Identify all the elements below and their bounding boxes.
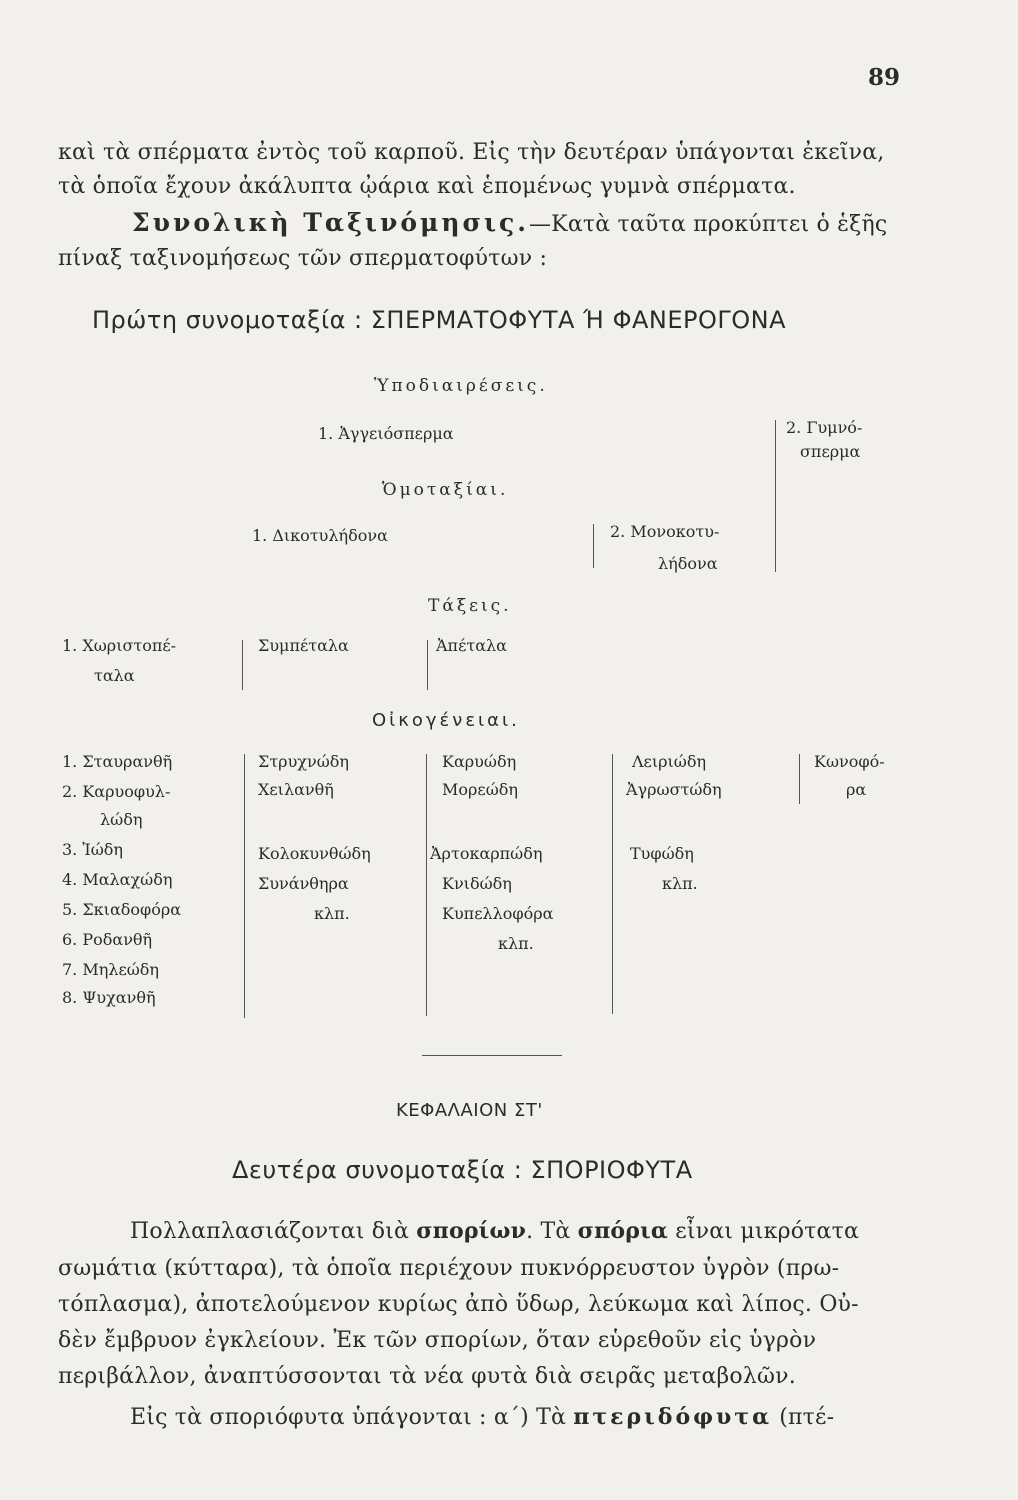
family-col4-2: Ἀγρωστώδη <box>626 780 722 799</box>
family-col1-7: 7. Μηλεώδη <box>62 960 160 979</box>
section1-title: Πρώτη συνομοταξία : ΣΠΕΡΜΑΤΟΦΥΤΑ Ή ΦΑΝΕΡΟΓΟΝΑ <box>92 306 786 334</box>
term-spores: σπορίων <box>416 1218 527 1244</box>
orders-label: Τάξεις. <box>428 596 512 616</box>
divider-families-3 <box>612 754 613 1014</box>
intro-line-2: τὰ ὁποῖα ἔχουν ἀκάλυπτα ᾠάρια καὶ ἑπομένως γυμνὰ σπέρματα. <box>58 174 796 199</box>
family-col2-4: Συνάνθηρα <box>258 874 349 893</box>
subdivision-2-b: σπερμα <box>800 442 861 461</box>
body2-line-6-a: Εἰς τὰ σποριόφυτα ὑπάγονται : α΄) Τὰ <box>130 1405 574 1430</box>
divider-families-2 <box>426 754 427 1016</box>
family-col2-1: Στρυχνώδη <box>258 752 349 771</box>
family-col3-5: Κυπελλοφόρα <box>442 904 554 923</box>
family-col2-2: Χειλανθῆ <box>258 780 334 799</box>
body2-line-6-c: (πτέ- <box>772 1405 835 1430</box>
family-col1-4: 4. Μαλαχώδη <box>62 870 173 889</box>
family-col4-4: κλπ. <box>662 874 698 893</box>
family-col2-3: Κολοκυνθώδη <box>258 844 371 863</box>
body2-line-1-a: Πολλαπλασιάζονται διὰ <box>130 1219 417 1244</box>
body2-line-6 <box>130 1404 834 1430</box>
intro-line-3-rest: —Κατὰ ταῦτα προκύπτει ὁ ἑξῆς <box>528 212 888 237</box>
order-1-a: 1. Χωριστοπέ- <box>62 636 177 655</box>
term-sporia: σπόρια <box>577 1218 669 1244</box>
classes-label: Ὁμοταξίαι. <box>382 480 509 500</box>
family-col1-3: 3. Ἰώδη <box>62 840 123 859</box>
family-col3-6: κλπ. <box>498 934 534 953</box>
class-2-a: 2. Μονοκοτυ- <box>610 522 720 541</box>
class-2-b: λήδονα <box>658 554 718 573</box>
subdivision-1: 1. Ἀγγειόσπερμα <box>318 424 454 443</box>
body2-line-2: σωμάτια (κύτταρα), τὰ ὁποῖα περιέχουν πυκνόρρευστον ὑγρὸν (πρω- <box>58 1256 840 1281</box>
order-1-b: ταλα <box>94 666 135 685</box>
order-3: Ἀπέταλα <box>436 636 507 655</box>
family-col1-2b: λώδη <box>100 810 143 829</box>
separator-rule <box>422 1055 562 1056</box>
family-col4-3: Τυφώδη <box>630 844 694 863</box>
divider-subdivisions <box>775 420 776 572</box>
divider-orders-2 <box>427 640 428 690</box>
family-col3-2: Μορεώδη <box>442 780 518 799</box>
class-1: 1. Δικοτυλήδονα <box>252 526 388 545</box>
family-col1-8: 8. Ψυχανθῆ <box>62 988 156 1007</box>
family-col1-5: 5. Σκιαδοφόρα <box>62 900 182 919</box>
classification-heading: Συνολικὴ Ταξινόμησις. <box>132 208 529 237</box>
page-number: 89 <box>868 64 901 91</box>
family-col5-2: ρα <box>846 780 867 799</box>
intro-line-3 <box>132 208 887 237</box>
subdivision-2-a: 2. Γυμνό- <box>786 418 863 437</box>
divider-classes <box>593 524 594 568</box>
chapter-heading: ΚΕΦΑΛΑΙΟΝ ΣΤ' <box>396 1100 543 1121</box>
family-col1-6: 6. Ροδανθῆ <box>62 930 153 949</box>
body2-line-1-e: εἶναι μικρότατα <box>668 1219 860 1244</box>
body2-line-1-c: . Τὰ <box>526 1219 578 1244</box>
body2-line-5: περιβάλλον, ἀναπτύσσονται τὰ νέα φυτὰ διὰ σειρᾶς μεταβολῶν. <box>58 1364 796 1389</box>
intro-line-1: καὶ τὰ σπέρματα ἐντὸς τοῦ καρποῦ. Εἰς τὴν δευτέραν ὑπάγονται ἐκεῖνα, <box>58 140 885 165</box>
body2-line-4: δὲν ἔμβρυον ἐγκλείουν. Ἐκ τῶν σπορίων, ὅταν εὑρεθοῦν εἰς ὑγρὸν <box>58 1328 817 1353</box>
body2-line-3: τόπλασμα), ἀποτελούμενον κυρίως ἀπὸ ὕδωρ, λεύκωμα καὶ λίπος. Οὐ- <box>58 1292 859 1317</box>
family-col4-1: Λειριώδη <box>632 752 707 771</box>
family-col3-4: Κνιδώδη <box>442 874 512 893</box>
family-col3-1: Καρυώδη <box>442 752 517 771</box>
term-pteridophyta: πτεριδόφυτα <box>573 1404 773 1430</box>
divider-families-1 <box>244 754 245 1018</box>
family-col1-1: 1. Σταυρανθῆ <box>62 752 173 771</box>
intro-line-4: πίναξ ταξινομήσεως τῶν σπερματοφύτων : <box>58 246 548 271</box>
order-2: Συμπέταλα <box>258 636 349 655</box>
family-col5-1: Κωνοφό- <box>814 752 885 771</box>
divider-families-4 <box>799 754 800 804</box>
body2-line-1 <box>130 1218 859 1244</box>
families-label: Οἰκογένειαι. <box>372 710 520 731</box>
family-col1-2: 2. Καρυοφυλ- <box>62 782 171 801</box>
subdivisions-label: Ὑποδιαιρέσεις. <box>374 376 548 396</box>
family-col2-5: κλπ. <box>314 904 350 923</box>
family-col3-3: Ἀρτοκαρπώδη <box>430 844 543 863</box>
section2-title: Δευτέρα συνομοταξία : ΣΠΟΡΙΟΦΥΤΑ <box>232 1156 693 1184</box>
divider-orders-1 <box>242 640 243 690</box>
